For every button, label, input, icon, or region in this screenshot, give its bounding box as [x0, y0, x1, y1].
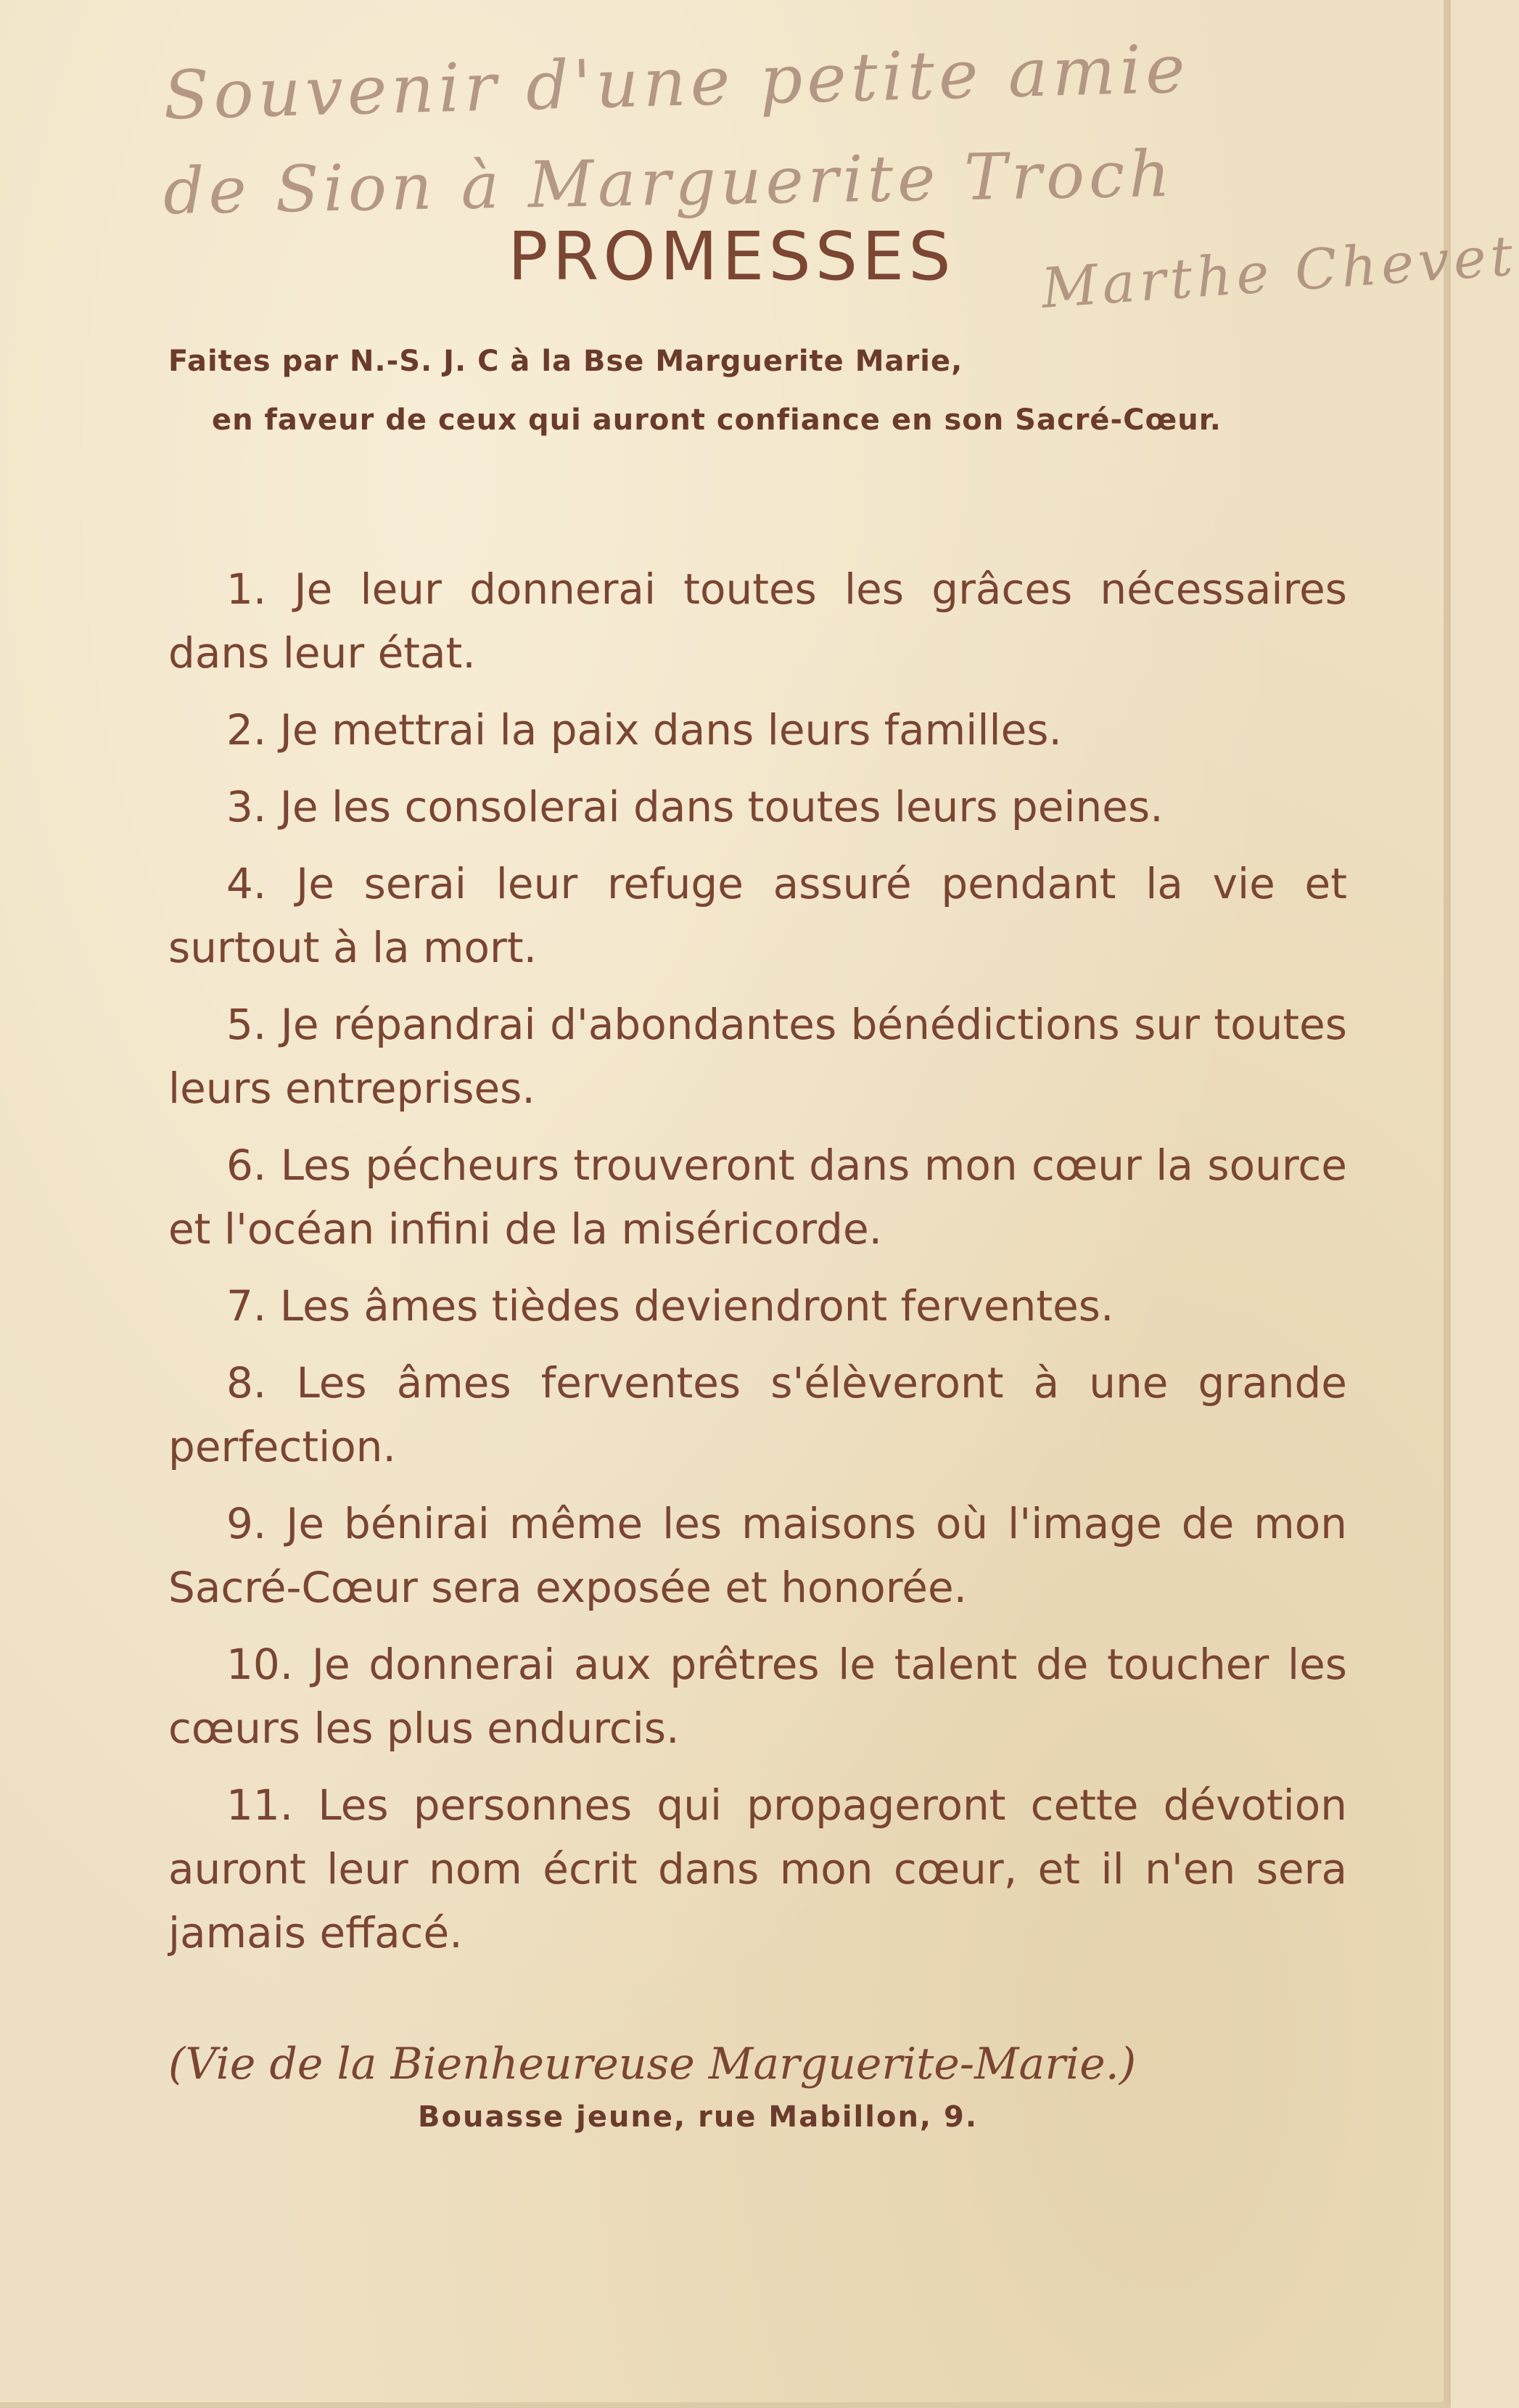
promise-item: 6. Les pécheurs trouveront dans mon cœur la source et l'océan infini de la miséricorde.	[168, 1141, 1347, 1254]
printer-imprint: Bouasse jeune, rue Mabillon, 9.	[418, 2100, 979, 2134]
page-title: PROMESSES	[508, 218, 955, 295]
promise-item: 3. Je les consolerai dans toutes leurs peines.	[226, 782, 1164, 831]
handwritten-signature: Marthe Chevet	[1039, 223, 1519, 321]
promise-item: 11. Les personnes qui propageront cette dévotion auront leur nom écrit dans mon cœur, et il n'en sera jamais effacé.	[168, 1780, 1347, 1957]
promises-list	[168, 557, 1347, 1978]
subtitle-line-1: Faites par N.-S. J. C à la Bse Marguerite Marie,	[168, 345, 963, 378]
handwritten-dedication-line-2: de Sion à Marguerite Troch	[162, 136, 1175, 229]
promise-item: 5. Je répandrai d'abondantes bénédictions sur toutes leurs entreprises.	[168, 1000, 1347, 1113]
promise-item: 10. Je donnerai aux prêtres le talent de toucher les cœurs les plus endurcis.	[168, 1640, 1347, 1753]
promise-item: 7. Les âmes tièdes deviendront ferventes.	[226, 1281, 1114, 1331]
promise-item: 4. Je serai leur refuge assuré pendant la vie et surtout à la mort.	[168, 859, 1347, 972]
promise-item: 9. Je bénirai même les maisons où l'image de mon Sacré-Cœur sera exposée et honorée.	[168, 1499, 1347, 1612]
source-citation: (Vie de la Bienheureuse Marguerite-Marie.)	[168, 2039, 1137, 2089]
promise-item: 8. Les âmes ferventes s'élèveront à une grande perfection.	[168, 1358, 1347, 1471]
promise-item: 1. Je leur donnerai toutes les grâces nécessaires dans leur état.	[168, 564, 1347, 678]
handwritten-dedication-line-1: Souvenir d'une petite amie	[162, 30, 1190, 135]
promise-item: 2. Je mettrai la paix dans leurs familles.	[226, 705, 1062, 755]
subtitle	[168, 332, 1358, 450]
subtitle-line-2: en faveur de ceux qui auront confiance en son Sacré-Cœur.	[212, 403, 1222, 437]
